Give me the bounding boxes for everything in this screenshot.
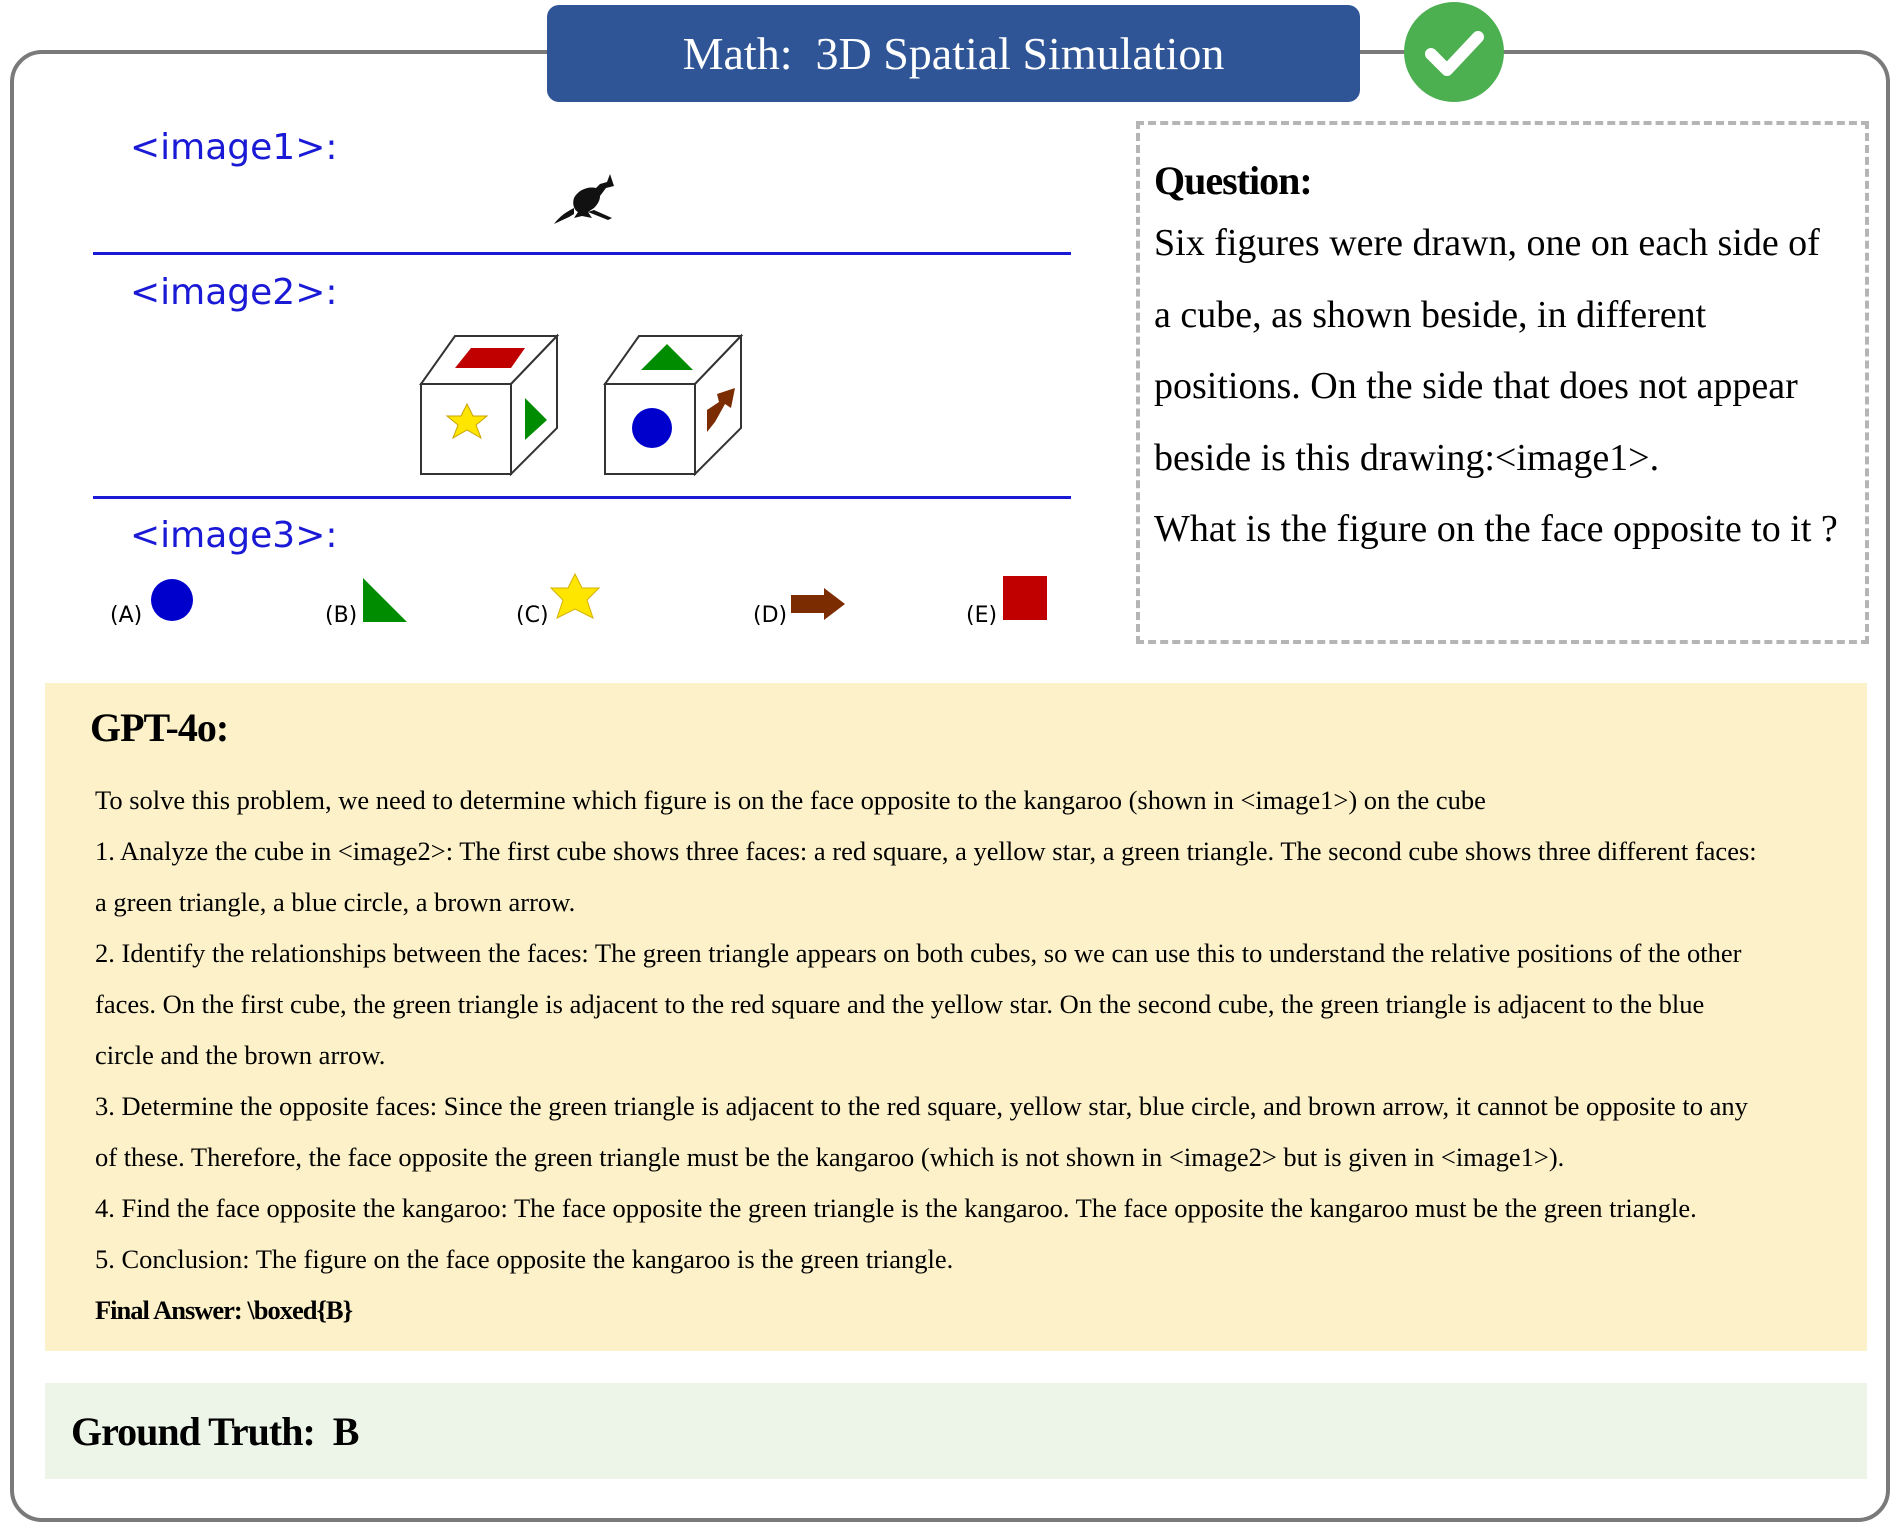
- ground-truth-panel: [45, 1383, 1867, 1479]
- question-text: [1154, 208, 1865, 566]
- answer-line: 4. Find the face opposite the kangaroo: The face opposite the green triangle is the kangaroo. The face opposite the kangaroo must be the green triangle.: [95, 1193, 1697, 1223]
- page-title: [547, 5, 1360, 102]
- divider-line: [93, 496, 1071, 499]
- yellow-star-icon: [550, 573, 600, 627]
- option-b-label: (B): [325, 603, 358, 628]
- question-box: [1136, 121, 1869, 644]
- answer-line: of these. Therefore, the face opposite the green triangle must be the kangaroo (which is not shown in <image2> but is given in <image1>).: [95, 1142, 1565, 1172]
- ground-truth-text: Ground Truth: B: [71, 1408, 359, 1454]
- model-answer-panel: [45, 683, 1867, 1351]
- green-triangle-icon: [362, 577, 408, 623]
- question-line: Six figures were drawn, one on each side of: [1154, 222, 1820, 264]
- answer-line: faces. On the first cube, the green triangle is adjacent to the red square and the yellow star. On the second cube, the green triangle is adjacent to the blue: [95, 989, 1705, 1019]
- option-a-label: (A): [110, 603, 143, 628]
- red-square-icon: [1003, 576, 1047, 620]
- question-line: positions. On the side that does not appear: [1154, 365, 1798, 407]
- final-answer: Final Answer: \boxed{B}: [95, 1295, 353, 1325]
- page-title-text: Math: 3D Spatial Simulation: [682, 28, 1225, 79]
- answer-line: To solve this problem, we need to determine which figure is on the face opposite to the kangaroo (shown in <image1>) on the cube: [95, 785, 1486, 815]
- answer-line: circle and the brown arrow.: [95, 1040, 386, 1070]
- option-e-label: (E): [966, 603, 998, 628]
- blue-circle-icon: [150, 578, 194, 622]
- answer-line: a green triangle, a blue circle, a brown arrow.: [95, 887, 576, 917]
- image1-label: <image1>:: [130, 127, 338, 168]
- answer-line: 5. Conclusion: The figure on the face opposite the kangaroo is the green triangle.: [95, 1244, 954, 1274]
- question-line: What is the figure on the face opposite to it ?: [1154, 508, 1838, 550]
- answer-line: 3. Determine the opposite faces: Since the green triangle is adjacent to the red square, yellow star, blue circle, and brown arrow, it cannot be opposite to any: [95, 1091, 1748, 1121]
- question-line: beside is this drawing:<image1>.: [1154, 436, 1660, 479]
- answer-line: 2. Identify the relationships between the faces: The green triangle appears on both cubes, so we can use this to understand the relative positions of the other: [95, 938, 1742, 968]
- question-line: a cube, as shown beside, in different: [1154, 293, 1707, 336]
- image2-label: <image2>:: [130, 272, 338, 313]
- answer-line: 1. Analyze the cube in <image2>: The first cube shows three faces: a red square, a yellow star, a green triangle. The second cube shows three different faces:: [95, 836, 1757, 866]
- cube-illustration: [415, 328, 755, 478]
- model-answer-text: [95, 775, 1902, 1336]
- divider-line: [93, 252, 1071, 255]
- option-c-label: (C): [516, 603, 549, 628]
- kangaroo-icon: [552, 172, 622, 232]
- option-d-label: (D): [753, 603, 788, 628]
- check-icon: [1404, 2, 1504, 102]
- brown-arrow-icon: [790, 587, 846, 621]
- model-name: GPT-4o:: [90, 705, 229, 750]
- image3-label: <image3>:: [130, 515, 338, 556]
- blue-circle-face: [632, 408, 672, 448]
- question-title: Question:: [1154, 158, 1312, 203]
